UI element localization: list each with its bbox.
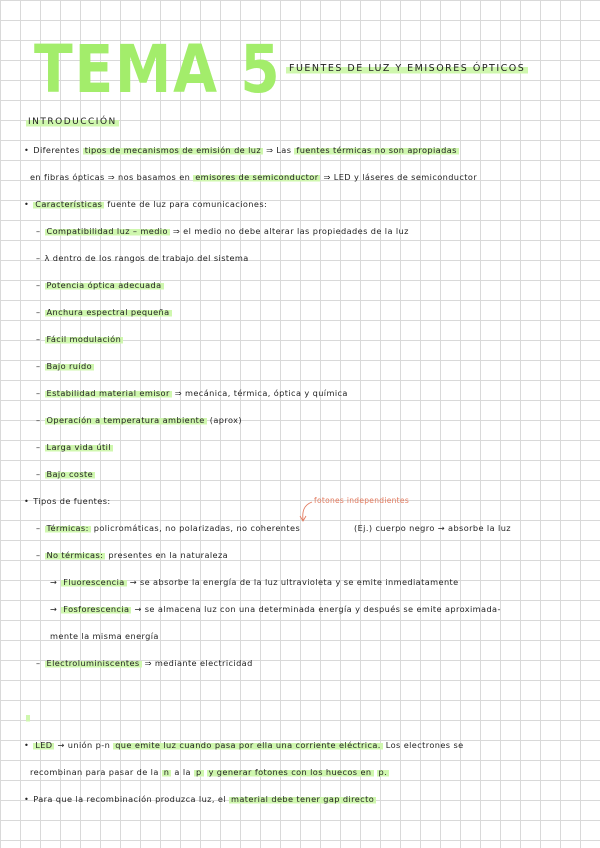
text-line-led-3: • Para que la recombinación produzca luz, el material debe tener gap directo xyxy=(24,794,375,804)
sub-item-phosphorescence: → Fosforescencia → se almacena luz con una determinada energía y después se emite aproximada- xyxy=(50,604,501,614)
example-blackbody: (Ej.) cuerpo negro → absorbe la luz xyxy=(354,523,511,533)
list-item-stability: – Estabilidad material emisor ⇒ mecánica, térmica, óptica y química xyxy=(36,388,348,398)
list-item-lifetime: – Larga vida útil xyxy=(36,442,112,452)
list-item-non-thermal: – No térmicas: presentes en la naturaleza xyxy=(36,550,229,560)
text-line-led-2: recombinan para pasar de la n a la p y generar fotones con los huecos en p. xyxy=(30,767,388,777)
page-title: TEMA 5 xyxy=(34,31,282,108)
annotation-arrow-icon xyxy=(298,501,314,523)
sub-item-phosphorescence-cont: mente la misma energía xyxy=(50,631,159,641)
list-item-thermal: – Térmicas: policromáticas, no polarizadas, no coherentes xyxy=(36,523,301,533)
list-item-wavelength: – λ dentro de los rangos de trabajo del sistema xyxy=(36,253,249,263)
list-item-power: – Potencia óptica adecuada xyxy=(36,280,162,290)
annotation-note: fotones independientes xyxy=(314,496,410,505)
page-subtitle: FUENTES DE LUZ Y EMISORES ÓPTICOS xyxy=(286,63,528,74)
section-heading-led xyxy=(26,711,30,723)
list-item-spectral-width: – Anchura espectral pequeña xyxy=(36,307,170,317)
text-line-3: • Características fuente de luz para comunicaciones: xyxy=(24,199,268,209)
list-item-temperature: – Operación a temperatura ambiente (aprox) xyxy=(36,415,242,425)
list-item-compatibility: – Compatibilidad luz – medio ⇒ el medio no debe alterar las propiedades de la luz xyxy=(36,226,409,236)
list-item-modulation: – Fácil modulación xyxy=(36,334,122,344)
list-item-cost: – Bajo coste xyxy=(36,469,94,479)
section-heading-intro: INTRODUCCIÓN xyxy=(28,117,117,127)
text-line-source-types: • Tipos de fuentes: xyxy=(24,496,111,506)
text-line-1: • Diferentes tipos de mecanismos de emisión de luz ⇒ Las fuentes térmicas no son apropiadas xyxy=(24,145,457,155)
sub-item-fluorescence: → Fluorescencia → se absorbe la energía de la luz ultravioleta y se emite inmediatamente xyxy=(50,577,459,587)
list-item-electroluminescent: – Electroluminiscentes ⇒ mediante electricidad xyxy=(36,658,253,668)
text-line-2: en fibras ópticas ⇒ nos basamos en emisores de semiconductor ⇒ LED y láseres de semiconductor xyxy=(30,172,478,182)
list-item-noise: – Bajo ruido xyxy=(36,361,93,371)
text-line-led-1: • LED → unión p-n que emite luz cuando pasa por ella una corriente eléctrica. Los electrones se xyxy=(24,740,464,750)
